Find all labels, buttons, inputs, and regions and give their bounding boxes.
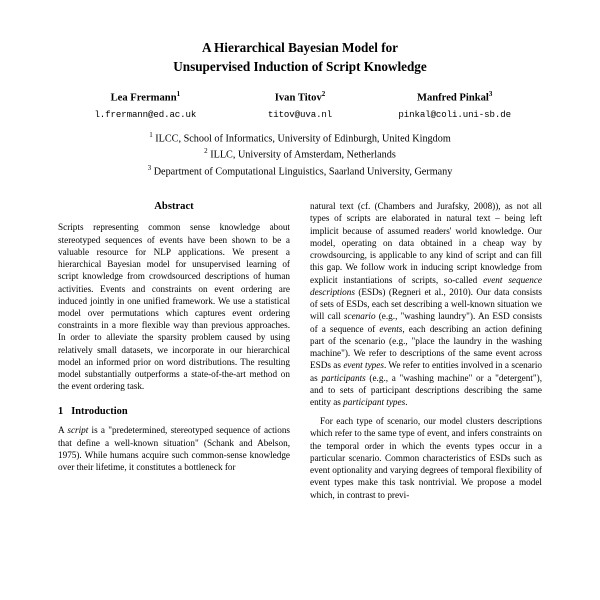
affiliation-marker: 1 bbox=[149, 130, 153, 139]
author-email[interactable]: l.frermann@ed.ac.uk bbox=[94, 108, 197, 120]
affiliation-list bbox=[58, 130, 542, 181]
paragraph: A script is a "predetermined, stereotyped sequence of actions that define a well-known situation" (Schank and Abelson, 1975). While humans acquire such common-sense knowledge over their lifetime, it constitutes a bottleneck for bbox=[58, 425, 290, 473]
affiliation-item bbox=[58, 146, 542, 163]
abstract-body bbox=[58, 221, 290, 392]
author-name bbox=[68, 90, 223, 105]
right-column bbox=[310, 200, 542, 508]
author-list bbox=[68, 90, 532, 119]
affiliation-text: ILLC, University of Amsterdam, Netherlands bbox=[210, 149, 396, 161]
author-name-text: Manfred Pinkal bbox=[416, 92, 489, 104]
author-name bbox=[377, 90, 532, 105]
title-line-1: A Hierarchical Bayesian Model for bbox=[201, 40, 399, 55]
page-title bbox=[58, 38, 542, 76]
paragraph: natural text (cf. (Chambers and Jurafsky, 2008)), as not all types of scripts are elaborated in natural text – being left implicit because of assumed readers' world knowledge. Our model, operating on data obtained in a cheap way by crowdsourcing, is applicable to any kind of script and can fill this gap. We follow work in inducing script knowledge from explicit instantiations of scripts, so-called event sequence descriptions (ESDs) (Regneri et al., 2010). Our data consists of sets of ESDs, each set describing a well-known situation we will call scenario (e.g., "washing laundry"). An ESD consists of a sequence of events, each describing an action defining part of the scenario (e.g., "place the laundry in the washing machine"). We refer to descriptions of the same event across ESDs as event types. We refer to entities involved in a scenario as participants (e.g., a "washing machine" or a "detergent"), and to sets of participant descriptions describing the same entity as participant types. bbox=[310, 201, 542, 407]
author-block bbox=[68, 90, 223, 119]
affiliation-text: ILCC, School of Informatics, University of Edinburgh, United Kingdom bbox=[155, 132, 451, 144]
author-block bbox=[377, 90, 532, 119]
affiliation-text: Department of Computational Linguistics, Saarland University, Germany bbox=[153, 166, 453, 178]
title-line-2: Unsupervised Induction of Script Knowledge bbox=[173, 59, 427, 75]
left-column bbox=[58, 200, 290, 508]
author-name bbox=[223, 90, 378, 105]
author-block bbox=[223, 90, 378, 119]
author-name-text: Lea Frermann bbox=[110, 92, 177, 104]
body-columns bbox=[58, 200, 542, 508]
section-title: Introduction bbox=[71, 405, 128, 417]
affiliation-item bbox=[58, 130, 542, 147]
affiliation-item bbox=[58, 163, 542, 180]
section-number: 1 bbox=[58, 405, 64, 417]
author-affiliation-marker: 3 bbox=[488, 90, 493, 99]
author-name-text: Ivan Titov bbox=[274, 92, 322, 104]
paragraph: For each type of scenario, our model clusters descriptions which refer to the same type of event, and infers constraints on the temporal order in which the events types occur in a particular scenario. Common characteristics of ESDs such as event optionality and varying degrees of temporal flexibility of event types make this task nontrivial. We propose a model which, in contrast to previ- bbox=[310, 416, 542, 500]
section-heading-introduction bbox=[58, 405, 290, 419]
author-email[interactable]: pinkal@coli.uni-sb.de bbox=[398, 108, 511, 120]
abstract-paragraph: Scripts representing common sense knowledge about stereotyped sequences of events have been shown to be a valuable resource for NLP applications. We present a hierarchical Bayesian model for unsupervised learning of script knowledge from crowdsourced descriptions of human activities. Events and constraints on event ordering are induced jointly in one unified framework. We use a statistical model over permutations which captures event ordering constraints in a more flexible way than previous approaches. In order to alleviate the sparsity problem caused by using relatively small datasets, we incorporate in our hierarchical model an informed prior on word distributions. The resulting model substantially outperforms a state-of-the-art method on the event ordering task. bbox=[58, 222, 290, 392]
author-affiliation-marker: 1 bbox=[176, 90, 181, 99]
abstract-heading: Abstract bbox=[154, 201, 194, 213]
author-affiliation-marker: 2 bbox=[321, 90, 326, 99]
affiliation-marker: 2 bbox=[204, 147, 208, 156]
author-email[interactable]: titov@uva.nl bbox=[267, 108, 333, 120]
affiliation-marker: 3 bbox=[147, 164, 152, 173]
